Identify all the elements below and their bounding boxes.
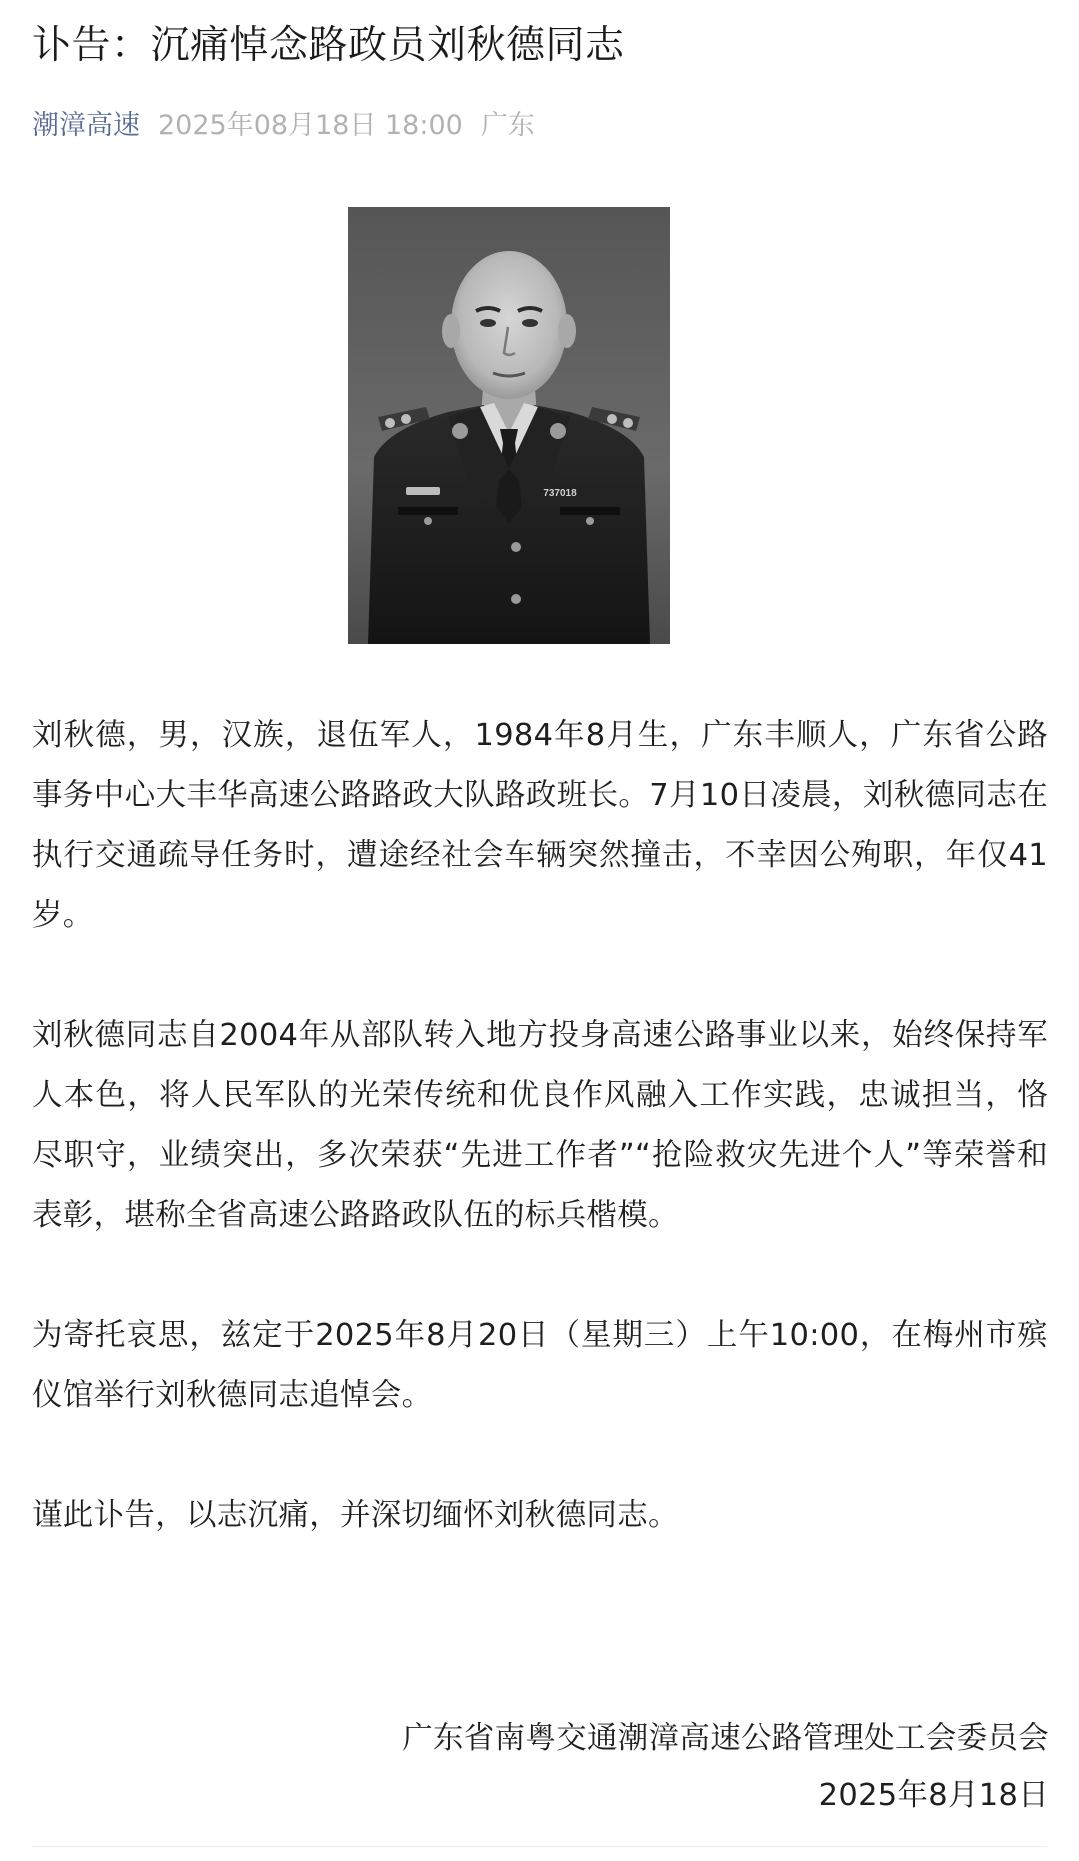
signoff-organization: 广东省南粤交通潮漳高速公路管理处工会委员会	[402, 1721, 1049, 1756]
body-paragraph: 刘秋德同志自2004年从部队转入地方投身高速公路事业以来，始终保持军人本色，将人民军队的光荣传统和优良作风融入工作实践，忠诚担当，恪尽职守，业绩突出，多次荣获“先进工作者”“抢险救灾先进个人”等荣誉和表彰，堪称全省高速公路路政队伍的标兵楷模。	[32, 1018, 1048, 1233]
article-title: 讣告：沉痛悼念路政员刘秋德同志	[32, 23, 625, 68]
publish-time: 2025年08月18日 18:00	[158, 110, 463, 141]
body-paragraph: 为寄托哀思，兹定于2025年8月20日（星期三）上午10:00，在梅州市殡仪馆举行刘秋德同志追悼会。	[32, 1318, 1048, 1413]
article-body	[32, 706, 1048, 1546]
account-name-link[interactable]: 潮漳高速	[32, 110, 140, 141]
signoff-date: 2025年8月18日	[818, 1778, 1049, 1813]
article-meta	[32, 106, 1048, 146]
memorial-portrait-photo[interactable]	[348, 207, 670, 644]
signoff-block	[402, 1710, 1049, 1824]
publish-region: 广东	[480, 110, 535, 141]
body-paragraph: 刘秋德，男，汉族，退伍军人，1984年8月生，广东丰顺人，广东省公路事务中心大丰华高速公路路政大队路政班长。7月10日凌晨，刘秋德同志在执行交通疏导任务时，遭途经社会车辆突然撞击，不幸因公殉职，年仅41岁。	[32, 718, 1048, 933]
bottom-divider	[32, 1846, 1047, 1847]
article-header	[32, 0, 1048, 146]
body-paragraph: 谨此讣告，以志沉痛，并深切缅怀刘秋德同志。	[32, 1498, 679, 1533]
badge-number-text: 737018	[543, 488, 577, 499]
portrait-image	[348, 207, 670, 644]
